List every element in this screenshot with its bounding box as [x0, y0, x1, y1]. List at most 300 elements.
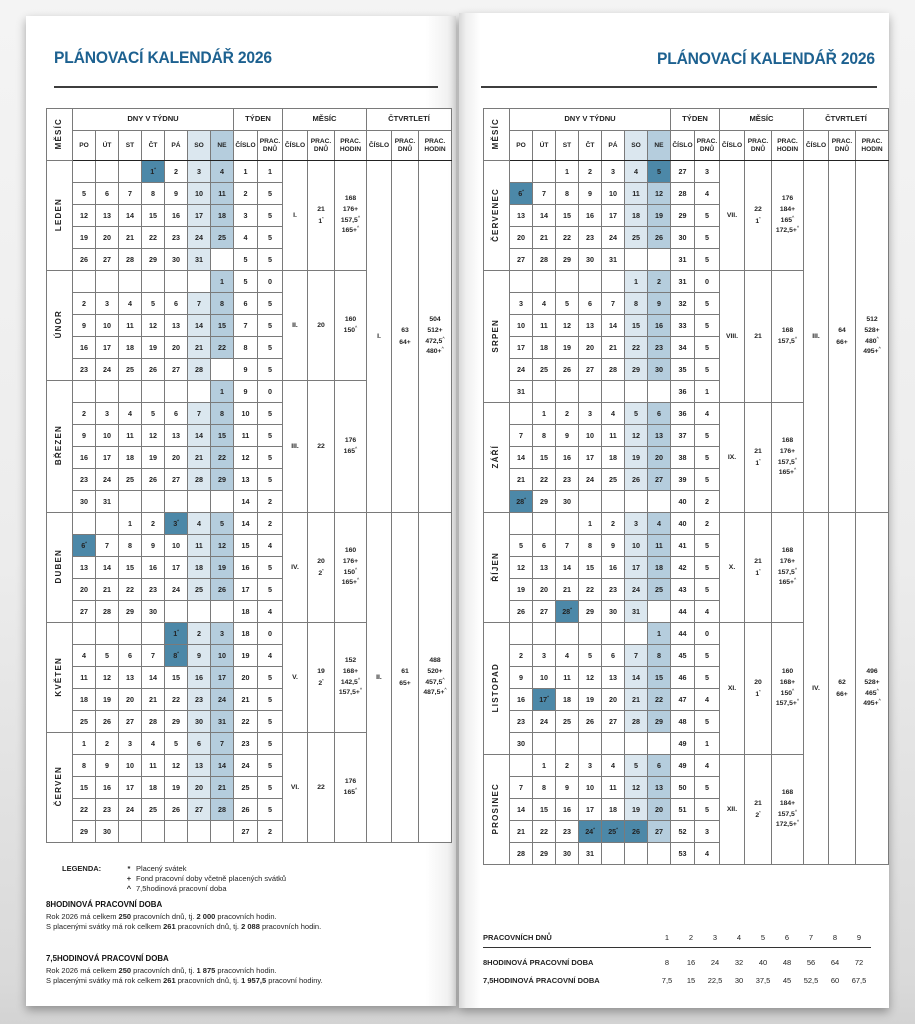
day-cell — [602, 843, 625, 865]
day-cell: 30 — [142, 601, 165, 623]
week-number: 28 — [671, 183, 695, 205]
month-workdays-summary: 21 1* — [308, 161, 335, 271]
week-number: 41 — [671, 535, 695, 557]
week-workdays: 4 — [258, 645, 283, 667]
day-cell: 3 — [188, 161, 211, 183]
day-cell — [188, 271, 211, 293]
day-cell: 26 — [556, 359, 579, 381]
day-cell: 15 — [625, 315, 648, 337]
week-number: 48 — [671, 711, 695, 733]
day-cell: 30 — [556, 491, 579, 513]
day-cell: 3 — [119, 733, 142, 755]
day-cell: 23 — [96, 799, 119, 821]
day-cell: 22 — [142, 227, 165, 249]
day-cell: 28 — [188, 469, 211, 491]
header-month-workhours: PRAC. HODIN — [772, 131, 804, 161]
week-number: 21 — [234, 689, 258, 711]
legend-symbol-plus: + — [126, 874, 132, 883]
day-cell: 26 — [211, 579, 234, 601]
month-workdays-summary: 21 1* — [745, 513, 772, 623]
day-cell: 19 — [579, 689, 602, 711]
week-workdays: 4 — [695, 843, 720, 865]
day-cell: 2 — [73, 293, 96, 315]
day-cell: 26 — [142, 469, 165, 491]
week-workdays: 5 — [695, 799, 720, 821]
day-cell: 22 — [625, 337, 648, 359]
month-numeral: V. — [283, 623, 308, 733]
day-cell — [602, 491, 625, 513]
day-cell: 6 — [119, 645, 142, 667]
day-cell: 29 — [73, 821, 96, 843]
header-month-workhours: PRAC. HODIN — [335, 131, 367, 161]
day-cell: 2 — [188, 623, 211, 645]
day-cell: 26 — [510, 601, 533, 623]
day-cell: 10 — [602, 183, 625, 205]
day-cell: 11 — [142, 755, 165, 777]
day-cell: 12 — [73, 205, 96, 227]
day-cell: 22 — [556, 227, 579, 249]
day-cell — [510, 513, 533, 535]
day-cell — [211, 249, 234, 271]
day-cell: 3 — [625, 513, 648, 535]
day-cell: 15 — [211, 315, 234, 337]
day-cell: 1 — [533, 403, 556, 425]
header-quarter-number: ČÍSLO — [804, 131, 829, 161]
day-cell: 21 — [142, 689, 165, 711]
day-cell: 30 — [579, 249, 602, 271]
week-number: 32 — [671, 293, 695, 315]
day-cell: 14 — [556, 557, 579, 579]
day-cell — [165, 601, 188, 623]
month-workdays-summary: 21 — [745, 271, 772, 403]
day-cell — [142, 623, 165, 645]
header-day-ČT: ČT — [579, 131, 602, 161]
month-workhours-summary: 176 184+ 165^ 172,5+^ — [772, 161, 804, 271]
day-cell: 30 — [602, 601, 625, 623]
workdays-count-header: 4 — [727, 927, 751, 948]
day-cell — [556, 733, 579, 755]
day-cell: 4 — [533, 293, 556, 315]
day-cell: 15 — [579, 557, 602, 579]
day-cell: 28 — [510, 843, 533, 865]
day-cell: 23 — [648, 337, 671, 359]
day-cell: 13 — [119, 667, 142, 689]
day-cell: 13 — [510, 205, 533, 227]
month-workdays-summary: 19 2* — [308, 623, 335, 733]
week-number: 49 — [671, 733, 695, 755]
month-name-červenec: ČERVENEC — [484, 161, 510, 271]
header-month-workdays: PRAC. DNŮ — [745, 131, 772, 161]
week-number: 16 — [234, 557, 258, 579]
day-cell: 24 — [96, 469, 119, 491]
day-cell: 13 — [165, 315, 188, 337]
day-cell: 10 — [96, 315, 119, 337]
week-workdays: 5 — [695, 205, 720, 227]
day-cell: 25 — [602, 469, 625, 491]
header-month-group: MĚSÍC — [720, 109, 804, 131]
week-workdays: 0 — [258, 271, 283, 293]
page-title-right: PLÁNOVACÍ KALENDÁŘ 2026 — [657, 49, 875, 68]
day-cell — [648, 733, 671, 755]
day-cell: 13 — [188, 755, 211, 777]
day-cell: 12 — [142, 425, 165, 447]
month-workhours-summary: 160 168+ 150^ 157,5+^ — [772, 623, 804, 755]
week-number: 9 — [234, 381, 258, 403]
day-cell: 6 — [188, 733, 211, 755]
week-workdays: 5 — [258, 227, 283, 249]
day-cell: 9 — [556, 777, 579, 799]
month-numeral: X. — [720, 513, 745, 623]
day-cell: 20 — [96, 227, 119, 249]
day-cell: 27 — [533, 601, 556, 623]
day-cell: 25 — [211, 227, 234, 249]
day-cell: 18 — [142, 777, 165, 799]
week-workdays: 5 — [258, 293, 283, 315]
day-cell: 27 — [165, 359, 188, 381]
week-workdays: 1 — [258, 161, 283, 183]
day-cell: 16 — [165, 205, 188, 227]
day-cell — [73, 271, 96, 293]
day-cell — [602, 271, 625, 293]
day-cell: 12 — [625, 425, 648, 447]
day-cell: 24 — [119, 799, 142, 821]
day-cell: 8 — [579, 535, 602, 557]
day-cell: 6 — [648, 403, 671, 425]
week-workdays: 5 — [695, 579, 720, 601]
day-cell: 29 — [165, 711, 188, 733]
day-cell: 25 — [119, 359, 142, 381]
week-number: 51 — [671, 799, 695, 821]
work-time-line: S placenými svátky má rok celkem 261 pracovních dnů, tj. 1 957,5 pracovní hodiny. — [46, 976, 323, 985]
week-workdays: 5 — [695, 293, 720, 315]
week-workdays: 2 — [695, 513, 720, 535]
day-cell: 16 — [510, 689, 533, 711]
workdays-hours-value: 7,5 — [661, 975, 673, 985]
day-cell: 12 — [556, 315, 579, 337]
quarter-numeral: I. — [367, 161, 392, 513]
day-cell: 29 — [533, 843, 556, 865]
week-number: 33 — [671, 315, 695, 337]
day-cell — [510, 755, 533, 777]
day-cell: 6* — [73, 535, 96, 557]
week-workdays: 5 — [695, 359, 720, 381]
day-cell: 5 — [73, 183, 96, 205]
month-numeral: XI. — [720, 623, 745, 755]
day-cell: 12 — [510, 557, 533, 579]
day-cell: 13 — [579, 315, 602, 337]
day-cell: 8 — [73, 755, 96, 777]
day-cell: 22 — [533, 821, 556, 843]
day-cell: 7 — [188, 293, 211, 315]
header-days-group: DNY V TÝDNU — [73, 109, 234, 131]
day-cell — [533, 733, 556, 755]
day-cell: 14 — [142, 667, 165, 689]
header-week-workdays: PRAC. DNŮ — [258, 131, 283, 161]
week-workdays: 5 — [258, 711, 283, 733]
month-workdays-summary: 22 1* — [745, 161, 772, 271]
workdays-hours-value: 64 — [830, 957, 840, 967]
day-cell: 19 — [211, 557, 234, 579]
day-cell — [510, 403, 533, 425]
day-cell — [211, 821, 234, 843]
week-number: 31 — [671, 249, 695, 271]
day-cell: 10 — [96, 425, 119, 447]
month-workhours-summary: 168 176+ 157,5^ 165+^ — [772, 403, 804, 513]
day-cell: 24 — [579, 469, 602, 491]
week-number: 7 — [234, 315, 258, 337]
day-cell: 9 — [188, 645, 211, 667]
day-cell: 18 — [119, 447, 142, 469]
day-cell: 11 — [533, 315, 556, 337]
day-cell: 19 — [625, 799, 648, 821]
day-cell — [510, 271, 533, 293]
day-cell: 6 — [602, 645, 625, 667]
day-cell: 26 — [625, 469, 648, 491]
workdays-hours-value: 15 — [686, 975, 696, 985]
day-cell: 3 — [510, 293, 533, 315]
workdays-table-header-label: PRACOVNÍCH DNŮ — [483, 927, 655, 948]
day-cell: 5 — [211, 513, 234, 535]
header-month-column: MĚSÍC — [484, 109, 510, 161]
legend-label: LEGENDA: — [62, 864, 102, 873]
week-number: 53 — [671, 843, 695, 865]
month-name-květen: KVĚTEN — [47, 623, 73, 733]
week-workdays: 5 — [258, 403, 283, 425]
week-number: 1 — [234, 161, 258, 183]
week-workdays: 5 — [258, 359, 283, 381]
week-workdays: 5 — [258, 425, 283, 447]
day-cell: 11 — [602, 425, 625, 447]
month-name-únor: ÚNOR — [47, 271, 73, 381]
day-cell — [119, 623, 142, 645]
work-time-8h-heading: 8HODINOVÁ PRACOVNÍ DOBA — [46, 900, 163, 909]
week-workdays: 5 — [695, 645, 720, 667]
day-cell: 19 — [556, 337, 579, 359]
day-cell: 2 — [556, 403, 579, 425]
month-numeral: VI. — [283, 733, 308, 843]
header-quarter-workdays: PRAC. DNŮ — [392, 131, 419, 161]
month-workhours-summary: 168 157,5^ — [772, 271, 804, 403]
day-cell: 10 — [119, 755, 142, 777]
month-workhours-summary: 176 165^ — [335, 733, 367, 843]
day-cell: 12 — [579, 667, 602, 689]
header-quarter-group: ČTVRTLETÍ — [804, 109, 889, 131]
day-cell: 1 — [648, 623, 671, 645]
header-day-PÁ: PÁ — [165, 131, 188, 161]
day-cell: 25 — [188, 579, 211, 601]
day-cell — [533, 271, 556, 293]
day-cell: 10 — [211, 645, 234, 667]
day-cell: 3 — [96, 293, 119, 315]
day-cell: 30 — [510, 733, 533, 755]
week-workdays: 5 — [695, 667, 720, 689]
workdays-hours-value: 30 — [734, 975, 744, 985]
month-workhours-summary: 160 176+ 150^ 165+^ — [335, 513, 367, 623]
day-cell: 4 — [648, 513, 671, 535]
week-number: 22 — [234, 711, 258, 733]
day-cell: 9 — [648, 293, 671, 315]
workdays-hours-value: 48 — [782, 957, 792, 967]
legend-item — [122, 884, 286, 893]
day-cell: 16 — [602, 557, 625, 579]
day-cell: 25 — [142, 799, 165, 821]
day-cell: 14 — [625, 667, 648, 689]
week-workdays: 5 — [695, 315, 720, 337]
week-workdays: 5 — [258, 667, 283, 689]
week-number: 27 — [671, 161, 695, 183]
work-time-75h-heading: 7,5HODINOVÁ PRACOVNÍ DOBA — [46, 954, 169, 963]
week-workdays: 4 — [695, 183, 720, 205]
day-cell: 4 — [119, 403, 142, 425]
day-cell: 30 — [73, 491, 96, 513]
day-cell: 4 — [556, 645, 579, 667]
day-cell: 10 — [579, 777, 602, 799]
day-cell: 11 — [119, 425, 142, 447]
day-cell — [625, 733, 648, 755]
day-cell: 22 — [533, 469, 556, 491]
day-cell: 30 — [165, 249, 188, 271]
day-cell: 16 — [556, 447, 579, 469]
day-cell: 14 — [188, 425, 211, 447]
header-month-group: MĚSÍC — [283, 109, 367, 131]
week-workdays: 0 — [258, 623, 283, 645]
day-cell: 26 — [73, 249, 96, 271]
week-workdays: 4 — [695, 755, 720, 777]
header-day-SO: SO — [188, 131, 211, 161]
day-cell: 21 — [188, 337, 211, 359]
day-cell — [142, 271, 165, 293]
week-number: 12 — [234, 447, 258, 469]
day-cell: 18 — [188, 557, 211, 579]
day-cell: 7 — [119, 183, 142, 205]
day-cell — [556, 271, 579, 293]
day-cell: 21 — [510, 821, 533, 843]
week-number: 39 — [671, 469, 695, 491]
week-workdays: 5 — [258, 205, 283, 227]
day-cell: 7 — [510, 425, 533, 447]
day-cell: 16 — [73, 447, 96, 469]
week-number: 4 — [234, 227, 258, 249]
day-cell — [579, 491, 602, 513]
day-cell: 30 — [648, 359, 671, 381]
day-cell: 8 — [211, 403, 234, 425]
day-cell: 3 — [211, 623, 234, 645]
workdays-hours-value: 72 — [854, 957, 864, 967]
day-cell — [579, 271, 602, 293]
day-cell: 25 — [625, 227, 648, 249]
day-cell — [142, 381, 165, 403]
workdays-hours-value: 16 — [686, 957, 696, 967]
day-cell: 20 — [188, 777, 211, 799]
left-page — [26, 16, 456, 1006]
day-cell: 26 — [165, 799, 188, 821]
day-cell: 24 — [533, 711, 556, 733]
day-cell: 26 — [96, 711, 119, 733]
day-cell: 16 — [579, 205, 602, 227]
day-cell — [188, 491, 211, 513]
header-week-number: ČÍSLO — [234, 131, 258, 161]
day-cell: 5 — [142, 403, 165, 425]
day-cell: 28 — [188, 359, 211, 381]
day-cell: 11 — [556, 667, 579, 689]
day-cell: 24* — [579, 821, 602, 843]
day-cell: 12 — [648, 183, 671, 205]
header-day-ÚT: ÚT — [533, 131, 556, 161]
legend-symbol-asterisk: * — [127, 864, 131, 873]
day-cell: 20 — [648, 447, 671, 469]
day-cell: 13 — [165, 425, 188, 447]
day-cell: 31 — [579, 843, 602, 865]
day-cell — [96, 513, 119, 535]
day-cell — [142, 821, 165, 843]
day-cell — [579, 381, 602, 403]
month-workdays-summary: 21 1* — [745, 403, 772, 513]
day-cell: 9 — [73, 425, 96, 447]
day-cell — [211, 359, 234, 381]
day-cell: 15 — [648, 667, 671, 689]
day-cell: 21 — [510, 469, 533, 491]
day-cell — [165, 491, 188, 513]
day-cell: 27 — [119, 711, 142, 733]
day-cell: 23 — [73, 469, 96, 491]
day-cell — [625, 623, 648, 645]
week-number: 2 — [234, 183, 258, 205]
workdays-hours-value: 45 — [782, 975, 792, 985]
week-number: 14 — [234, 513, 258, 535]
week-workdays: 5 — [695, 711, 720, 733]
workdays-hours-value: 40 — [758, 957, 768, 967]
week-workdays: 4 — [695, 601, 720, 623]
day-cell: 23 — [73, 359, 96, 381]
workdays-hours-value: 32 — [734, 957, 744, 967]
day-cell: 18 — [648, 557, 671, 579]
day-cell: 30 — [188, 711, 211, 733]
day-cell: 14 — [119, 205, 142, 227]
day-cell: 27 — [165, 469, 188, 491]
week-workdays: 5 — [258, 183, 283, 205]
week-workdays: 5 — [695, 425, 720, 447]
quarter-workhours-summary: 496 528+ 465^ 495+^ — [856, 513, 889, 865]
header-month-workdays: PRAC. DNŮ — [308, 131, 335, 161]
day-cell: 7 — [625, 645, 648, 667]
day-cell: 12 — [96, 667, 119, 689]
day-cell: 4 — [625, 161, 648, 183]
day-cell: 18 — [211, 205, 234, 227]
day-cell: 4 — [188, 513, 211, 535]
week-workdays: 4 — [258, 535, 283, 557]
week-workdays: 2 — [695, 491, 720, 513]
week-number: 11 — [234, 425, 258, 447]
day-cell: 5 — [648, 161, 671, 183]
day-cell: 5 — [142, 293, 165, 315]
day-cell — [648, 249, 671, 271]
day-cell: 5 — [556, 293, 579, 315]
month-name-prosinec: PROSINEC — [484, 755, 510, 865]
day-cell: 19 — [96, 689, 119, 711]
day-cell: 4 — [142, 733, 165, 755]
week-workdays: 5 — [258, 733, 283, 755]
day-cell: 8 — [556, 183, 579, 205]
week-number: 13 — [234, 469, 258, 491]
day-cell: 18 — [73, 689, 96, 711]
header-week-workdays: PRAC. DNŮ — [695, 131, 720, 161]
day-cell: 19 — [142, 447, 165, 469]
day-cell: 6 — [533, 535, 556, 557]
title-rule-right — [481, 86, 877, 88]
week-workdays: 5 — [695, 535, 720, 557]
month-name-září: ZÁŘÍ — [484, 403, 510, 513]
day-cell: 18 — [602, 447, 625, 469]
